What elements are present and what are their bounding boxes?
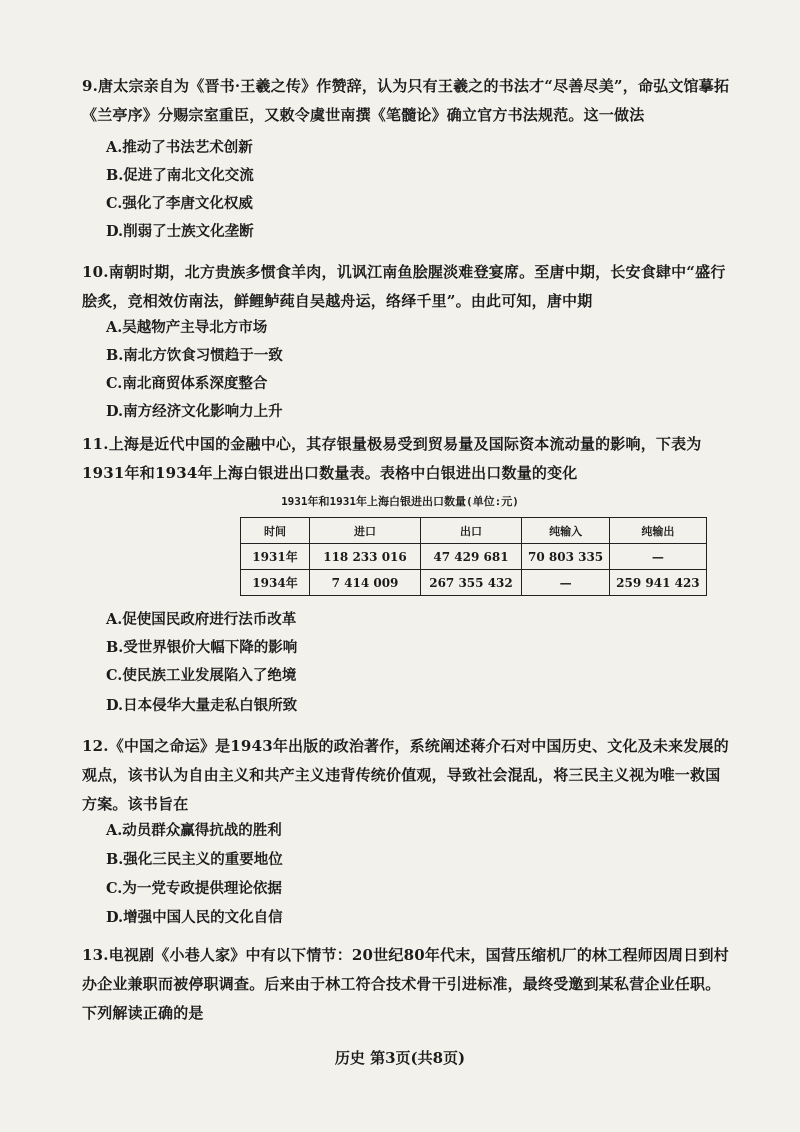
question-stem: 13.电视剧《小巷人家》中有以下情节：20世纪80年代末，国营压缩机厂的林工程师因周日到村办企业兼职而被停职调查。后来由于林工符合技术骨干引进标准，最终受邀到某私营企业任职。下列解读正确的是 xyxy=(82,946,729,1022)
question-9 xyxy=(82,72,732,130)
option-d: D.增强中国人民的文化自信 xyxy=(106,909,283,926)
question-stem: 12.《中国之命运》是1943年出版的政治著作，系统阐述蒋介石对中国历史、文化及未来发展的观点，该书认为自由主义和共产主义违背传统价值观，导致社会混乱，将三民主义视为唯一救国方案。该书旨在 xyxy=(82,737,729,813)
question-stem: 10.南朝时期，北方贵族多惯食羊肉，讥讽江南鱼脍腥淡难登宴席。至唐中期，长安食肆中“盛行脍炙，竞相效仿南法，鲜鲤鲈莼自吴越舟运，络绎千里”。由此可知，唐中期 xyxy=(82,263,726,310)
question-stem: 9.唐太宗亲自为《晋书·王羲之传》作赞辞，认为只有王羲之的书法才“尽善尽美”，命弘文馆摹拓《兰亭序》分赐宗室重臣，又敕令虞世南撰《笔髓论》确立官方书法规范。这一做法 xyxy=(82,77,730,124)
option-a: A.动员群众赢得抗战的胜利 xyxy=(106,822,282,839)
question-12 xyxy=(82,732,732,819)
table-title: 1931年和1931年上海白银进出口数量(单位:元) xyxy=(281,495,519,508)
question-11 xyxy=(82,430,732,488)
table-header-cell: 时间 xyxy=(241,518,310,544)
option-d: D.南方经济文化影响力上升 xyxy=(106,403,283,420)
question-13 xyxy=(82,941,732,1028)
option-a: A.吴越物产主导北方市场 xyxy=(106,319,268,336)
table-cell: 70 803 335 xyxy=(522,544,610,570)
table-header-cell: 进口 xyxy=(310,518,421,544)
table-row xyxy=(241,570,707,596)
table-cell: 259 941 423 xyxy=(610,570,707,596)
option-b: B.促进了南北文化交流 xyxy=(106,167,254,184)
option-c: C.使民族工业发展陷入了绝境 xyxy=(106,667,297,684)
table-cell: — xyxy=(522,570,610,596)
table-cell: 1931年 xyxy=(241,544,310,570)
question-stem: 11.上海是近代中国的金融中心，其存银量极易受到贸易量及国际资本流动量的影响，下表为1931年和1934年上海白银进出口数量表。表格中白银进出口数量的变化 xyxy=(82,435,702,482)
option-c: C.南北商贸体系深度整合 xyxy=(106,375,268,392)
table-cell: 267 355 432 xyxy=(421,570,522,596)
option-b: B.南北方饮食习惯趋于一致 xyxy=(106,347,283,364)
table-cell: 47 429 681 xyxy=(421,544,522,570)
table-cell: 118 233 016 xyxy=(310,544,421,570)
table-header-row xyxy=(241,518,707,544)
option-c: C.为一党专政提供理论依据 xyxy=(106,880,282,897)
table-header-cell: 纯输出 xyxy=(610,518,707,544)
option-d: D.日本侵华大量走私白银所致 xyxy=(106,697,298,714)
option-d: D.削弱了士族文化垄断 xyxy=(106,223,254,240)
table-header-cell: 出口 xyxy=(421,518,522,544)
question-10 xyxy=(82,258,732,316)
option-b: B.强化三民主义的重要地位 xyxy=(106,851,283,868)
silver-trade-table xyxy=(240,517,707,596)
option-a: A.促使国民政府进行法币改革 xyxy=(106,611,297,628)
option-a: A.推动了书法艺术创新 xyxy=(106,139,253,156)
table-row xyxy=(241,544,707,570)
bleed-through-artifact xyxy=(520,128,533,147)
option-b: B.受世界银价大幅下降的影响 xyxy=(106,639,298,656)
option-c: C.强化了李唐文化权威 xyxy=(106,195,253,212)
page-footer: 历史 第3页(共8页) xyxy=(334,1049,466,1067)
table-cell: 7 414 009 xyxy=(310,570,421,596)
table-cell: 1934年 xyxy=(241,570,310,596)
table-cell: — xyxy=(610,544,707,570)
table-header-cell: 纯输入 xyxy=(522,518,610,544)
